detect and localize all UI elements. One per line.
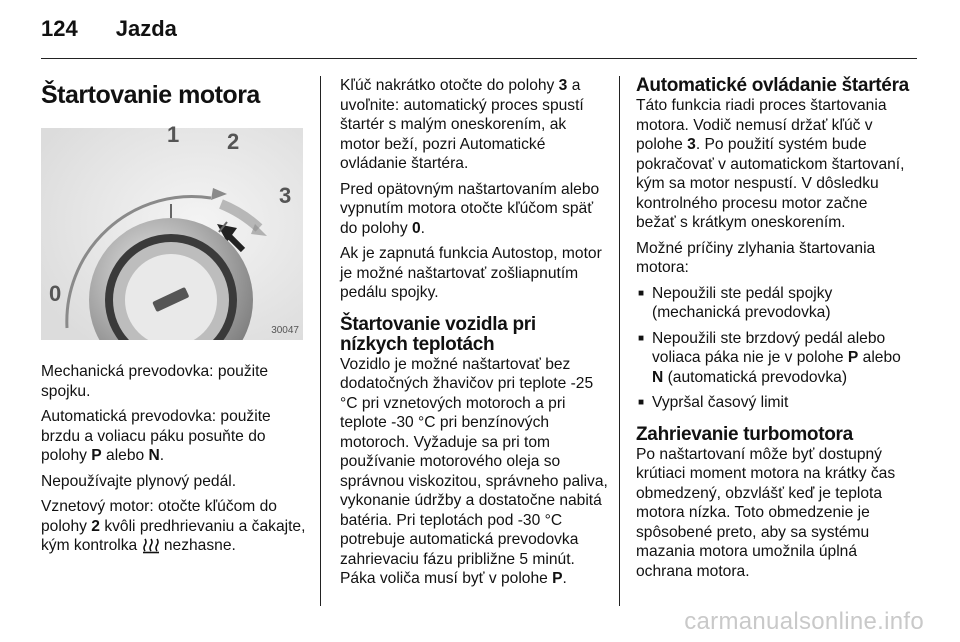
column-3 [636,76,911,587]
paragraph-no-gas-pedal: Nepoužívajte plynový pedál. [41,472,237,490]
column-divider-1 [320,76,321,606]
page-number: 124 [41,16,78,41]
glow-plug-icon [142,537,160,554]
key-position-1-label: 1 [167,122,180,147]
header-rule [41,58,917,59]
key-position-0-label: 0 [49,281,62,306]
column-2 [340,76,608,595]
figure-number: 30047 [271,324,299,336]
section-heading-starting-engine: Štartovanie motora [41,81,260,109]
ignition-key-figure [41,122,303,340]
paragraph-diesel-preheat: Vznetový motor: otočte kľúčom do polohy 2 kvôli predhrievaniu a čakajte, kým kontrolka nezhasne. [41,498,306,554]
ignition-lock-illustration [41,128,303,340]
paragraph-automatic-transmission: Automatická prevodovka: použite brzdu a voliacu páku posuňte do polohy P alebo N. [41,408,271,464]
page-header [41,16,177,42]
column-1 [41,72,306,562]
section-heading-turbo-warmup: Zahrievanie turbomotora [636,423,853,445]
key-position-3-label: 3 [279,183,292,208]
paragraph-failure-causes: Možné príčiny zlyhania štartovania motora: [636,239,876,276]
list-item: ■ Nepoužili ste brzdový pedál alebo voliaca páka nie je v polohe P alebo N (automatická prevodovka) [636,329,911,388]
key-position-2-label: 2 [227,129,240,154]
column-divider-2 [619,76,620,606]
chapter-title: Jazda [115,16,177,41]
section-heading-cold-start: Štartovanie vozidla pri nízkych teplotách [340,313,536,355]
list-item: ■ Nepoužili ste pedál spojky (mechanická prevodovka) [636,284,911,323]
failure-causes-list [636,284,911,413]
section-heading-auto-starter: Automatické ovládanie štartéra [636,75,909,96]
paragraph-turn-back: Pred opätovným naštartovaním alebo vypnutím motora otočte kľúčom späť do polohy 0. [340,180,600,237]
paragraph-key-position-3: Kľúč nakrátko otočte do polohy 3 a uvoľnite: automatický proces spustí štartér s malým oneskorením, ak motor beží, pozri Automatické ovládanie štartéra. [340,77,584,172]
paragraph-auto-starter: Táto funkcia riadi proces štartovania motora. Vodič nemusí držať kľúč v polohe 3. Po použití systém bude pokračovať v automatickom štartovaní, kým sa motor nespustí. V dôsledku kontrolného procesu motor začne bežať s krátkym oneskorením. [636,97,905,231]
paragraph-manual-transmission: Mechanická prevodovka: použite spojku. [41,363,269,400]
paragraph-turbo-warmup: Po naštartovaní môže byť dostupný krútiaci moment motora na krátky čas obmedzený, obzvlášť keď je teplota motora nízka. Toto obmedzenie je spôsobené preto, aby sa systému mazania motora umožnila úplná ochrana motora. [636,445,896,580]
watermark: carmanualsonline.info [684,608,924,635]
paragraph-autostop: Ak je zapnutá funkcia Autostop, motor je možné naštartovať zošliapnutím pedálu spojky. [340,245,602,301]
paragraph-cold-start: Vozidlo je možné naštartovať bez dodatočných žhavičov pri teplote -25 °C pri vznetových motoroch a pri teplote -30 °C pri benzínových motoroch. Vyžaduje sa pri tom používanie motorového oleja so správnou viskozitou, správneho paliva, vykonanie údržby a dostatočne nabitá batéria. Pri teplotách pod -30 °C potrebuje automatická prevodovka zahrievaciu fázu približne 5 minút. Páka voliča musí byť v polohe P. [340,355,608,587]
list-item: ■ Vypršal časový limit [636,393,911,413]
